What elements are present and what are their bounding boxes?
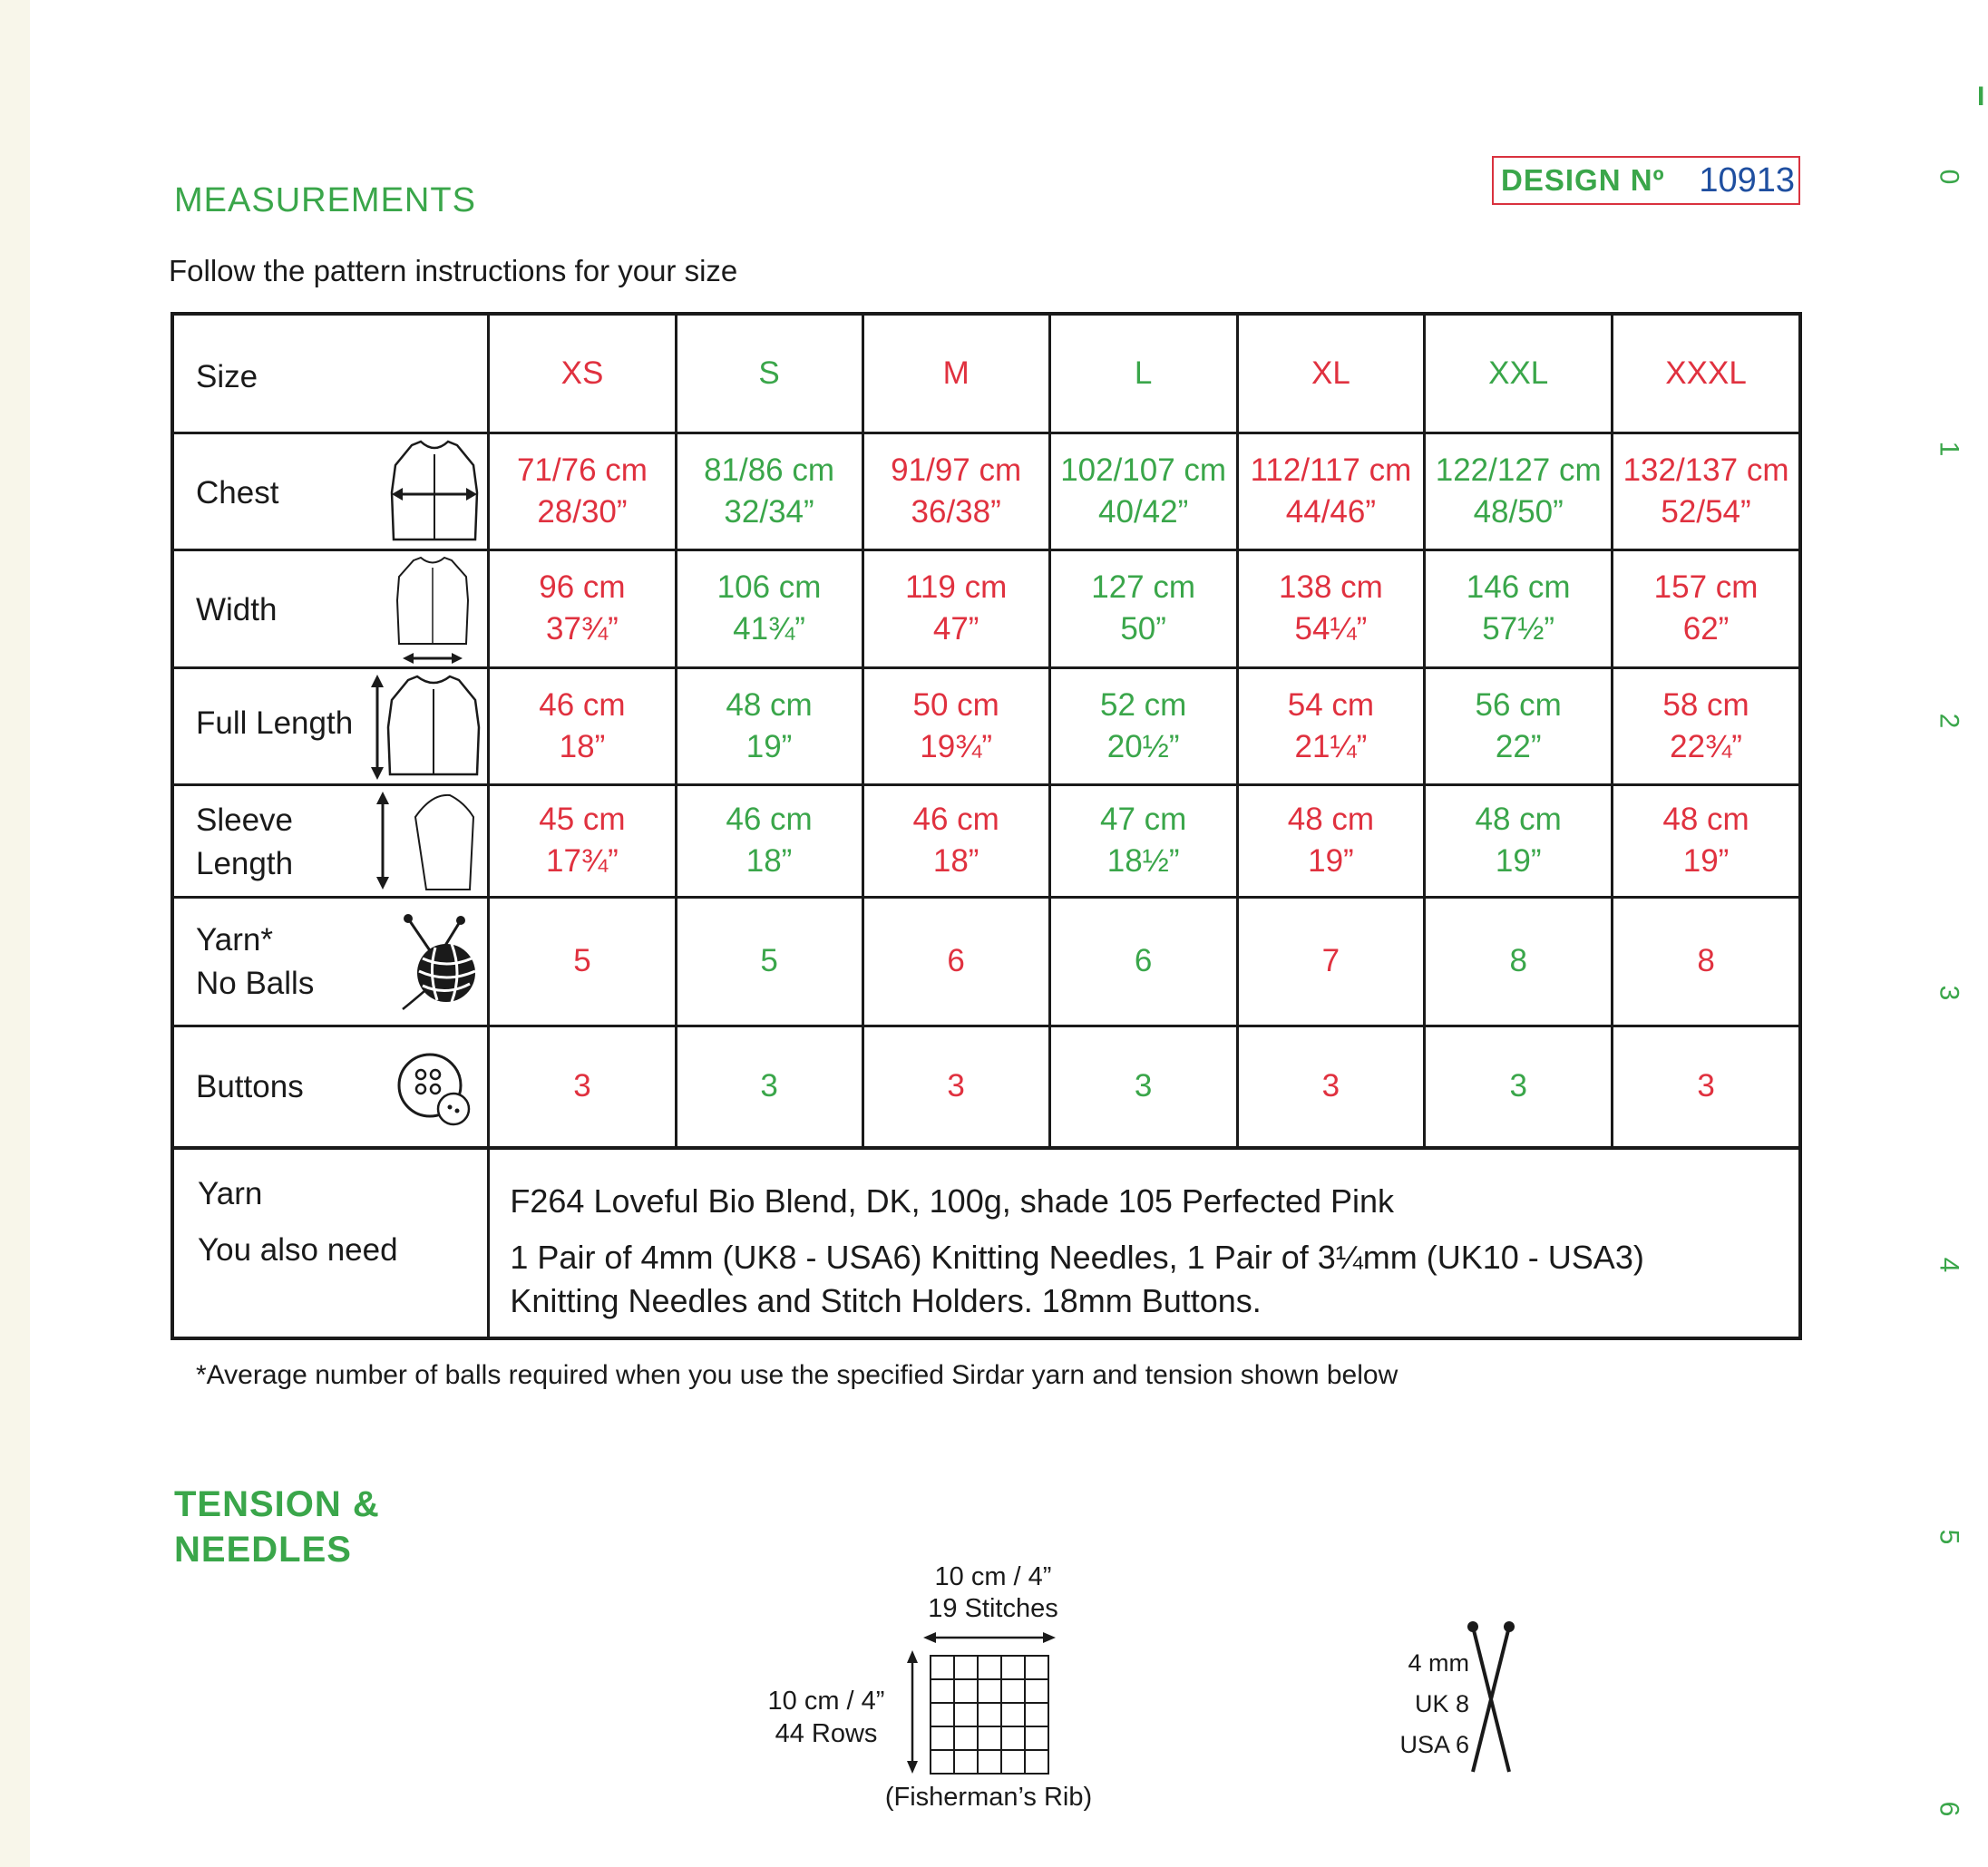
buttons-xxxl: 3 — [1613, 1026, 1800, 1148]
width-s: 106 cm 41¾” — [676, 549, 862, 667]
chest-m: 91/97 cm 36/38” — [862, 433, 1049, 549]
full-length-xs: 46 cm 18” — [489, 667, 676, 784]
chest-xxl: 122/127 cm 48/50” — [1425, 433, 1613, 549]
chest-l: 102/107 cm 40/42” — [1049, 433, 1237, 549]
design-label: DESIGN Nº — [1501, 163, 1665, 197]
buttons-xs: 3 — [489, 1026, 676, 1148]
ruler-mark-1: 1 — [1934, 441, 1964, 457]
size-xxxl: XXXL — [1613, 314, 1800, 433]
size-label-cell — [172, 314, 489, 433]
yarn-balls-l: 6 — [1049, 897, 1237, 1026]
ruler-mark-2: 2 — [1934, 713, 1964, 729]
cardigan-length-icon — [366, 673, 490, 782]
needle-uk: UK 8 — [1414, 1690, 1469, 1717]
yarn-info-labels — [198, 1166, 398, 1279]
ruler-mark-0: 0 — [1934, 169, 1964, 185]
yarn-balls-s: 5 — [676, 897, 862, 1026]
measurements-heading: MEASUREMENTS — [174, 181, 476, 219]
buttons-xxl: 3 — [1425, 1026, 1613, 1148]
yarn-value: F264 Loveful Bio Blend, DK, 100g, shade 105 Perfected Pink — [510, 1182, 1395, 1220]
tension-heading: TENSION & NEEDLES — [174, 1484, 380, 1570]
also-need-line-1: 1 Pair of 4mm (UK8 - USA6) Knitting Needles, 1 Pair of 3¼mm (UK10 - USA3) — [510, 1239, 1644, 1276]
sleeve-m: 46 cm 18” — [862, 784, 1049, 897]
yarn-balls-m: 6 — [862, 897, 1049, 1026]
needle-size-labels — [1379, 1643, 1469, 1765]
tension-grid — [931, 1656, 1048, 1774]
chest-xl: 112/117 cm 44/46” — [1237, 433, 1425, 549]
full-length-m: 50 cm 19¾” — [862, 667, 1049, 784]
chest-xs: 71/76 cm 28/30” — [489, 433, 676, 549]
tension-square-diagram — [903, 1625, 1057, 1779]
buttons-m: 3 — [862, 1026, 1049, 1148]
size-m: M — [862, 314, 1049, 433]
chest-label: Chest — [196, 474, 279, 511]
chest-s: 81/86 cm 32/34” — [676, 433, 862, 549]
sleeve-s: 46 cm 18” — [676, 784, 862, 897]
design-number-box — [1492, 156, 1800, 205]
sleeve-length-row — [172, 784, 1800, 897]
width-row — [172, 549, 1800, 667]
width-xl: 138 cm 54¼” — [1237, 549, 1425, 667]
full-length-label: Full Length — [196, 705, 354, 741]
sleeve-xxl: 48 cm 19” — [1425, 784, 1613, 897]
full-length-row — [172, 667, 1800, 784]
buttons-xl: 3 — [1237, 1026, 1425, 1148]
measurements-table — [171, 312, 1802, 1340]
cardigan-chest-icon — [385, 438, 484, 547]
full-length-xxxl: 58 cm 22¾” — [1613, 667, 1800, 784]
sleeve-xxxl: 48 cm 19” — [1613, 784, 1800, 897]
size-row — [172, 314, 1800, 433]
width-xxxl: 157 cm 62” — [1613, 549, 1800, 667]
yarn-ball-icon — [395, 911, 482, 1013]
yarn-footnote: *Average number of balls required when you use the specified Sirdar yarn and tension shown below — [196, 1360, 1398, 1390]
tension-rows: 44 Rows — [775, 1719, 878, 1748]
sleeve-length-label-cell — [172, 784, 489, 897]
size-s: S — [676, 314, 862, 433]
size-xl: XL — [1237, 314, 1425, 433]
instructions-text: Follow the pattern instructions for your size — [169, 254, 738, 287]
yarn-balls-xl: 7 — [1237, 897, 1425, 1026]
size-xxl: XXL — [1425, 314, 1613, 433]
also-need-label: You also need — [198, 1232, 398, 1268]
stitch-pattern-label: (Fisherman’s Rib) — [884, 1783, 1093, 1812]
knitting-needles-icon — [1464, 1618, 1518, 1777]
ruler-top-mark: I — [1977, 82, 1985, 112]
design-number: 10913 — [1699, 161, 1795, 199]
yarn-balls-label-cell — [172, 897, 489, 1026]
size-l: L — [1049, 314, 1237, 433]
yarn-info-value-cell — [489, 1148, 1800, 1338]
yarn-balls-label: Yarn* No Balls — [196, 921, 315, 1001]
tension-width-measure: 10 cm / 4” — [934, 1562, 1052, 1591]
needle-size: 4 mm — [1408, 1649, 1469, 1677]
buttons-label: Buttons — [196, 1068, 304, 1104]
yarn-info-label-cell — [172, 1148, 489, 1338]
size-label: Size — [196, 359, 258, 394]
buttons-row — [172, 1026, 1800, 1148]
full-length-l: 52 cm 20½” — [1049, 667, 1237, 784]
yarn-balls-xxl: 8 — [1425, 897, 1613, 1026]
left-margin-strip — [0, 0, 30, 1867]
ruler-mark-4: 4 — [1934, 1257, 1964, 1273]
yarn-balls-xs: 5 — [489, 897, 676, 1026]
full-length-label-cell — [172, 667, 489, 784]
full-length-xl: 54 cm 21¼” — [1237, 667, 1425, 784]
sleeve-length-label: Sleeve Length — [196, 802, 294, 881]
width-label: Width — [196, 591, 278, 627]
width-l: 127 cm 50” — [1049, 549, 1237, 667]
yarn-info-row — [172, 1148, 1800, 1338]
yarn-label: Yarn — [198, 1176, 263, 1211]
size-xs: XS — [489, 314, 676, 433]
tension-width-label — [898, 1561, 1088, 1625]
full-length-s: 48 cm 19” — [676, 667, 862, 784]
yarn-balls-xxxl: 8 — [1613, 897, 1800, 1026]
sleeve-length-icon — [372, 790, 490, 893]
also-need-line-2: Knitting Needles and Stitch Holders. 18mm Buttons. — [510, 1282, 1262, 1319]
yarn-balls-row — [172, 897, 1800, 1026]
chest-row — [172, 433, 1800, 549]
buttons-s: 3 — [676, 1026, 862, 1148]
buttons-icon — [394, 1049, 475, 1131]
sleeve-xl: 48 cm 19” — [1237, 784, 1425, 897]
tension-stitches: 19 Stitches — [928, 1594, 1058, 1623]
sleeve-xs: 45 cm 17¾” — [489, 784, 676, 897]
buttons-label-cell — [172, 1026, 489, 1148]
full-length-xxl: 56 cm 22” — [1425, 667, 1613, 784]
width-xs: 96 cm 37¾” — [489, 549, 676, 667]
ruler-mark-5: 5 — [1934, 1529, 1964, 1545]
tension-height-label — [749, 1685, 903, 1750]
width-label-cell — [172, 549, 489, 667]
chest-label-cell — [172, 433, 489, 549]
width-m: 119 cm 47” — [862, 549, 1049, 667]
chest-xxxl: 132/137 cm 52/54” — [1613, 433, 1800, 549]
buttons-l: 3 — [1049, 1026, 1237, 1148]
width-xxl: 146 cm 57½” — [1425, 549, 1613, 667]
ruler-mark-3: 3 — [1934, 985, 1964, 1001]
sleeve-l: 47 cm 18½” — [1049, 784, 1237, 897]
tension-height-measure: 10 cm / 4” — [767, 1687, 885, 1716]
needle-usa: USA 6 — [1399, 1731, 1469, 1758]
cardigan-width-icon — [392, 555, 473, 667]
ruler-mark-6: 6 — [1934, 1801, 1964, 1817]
